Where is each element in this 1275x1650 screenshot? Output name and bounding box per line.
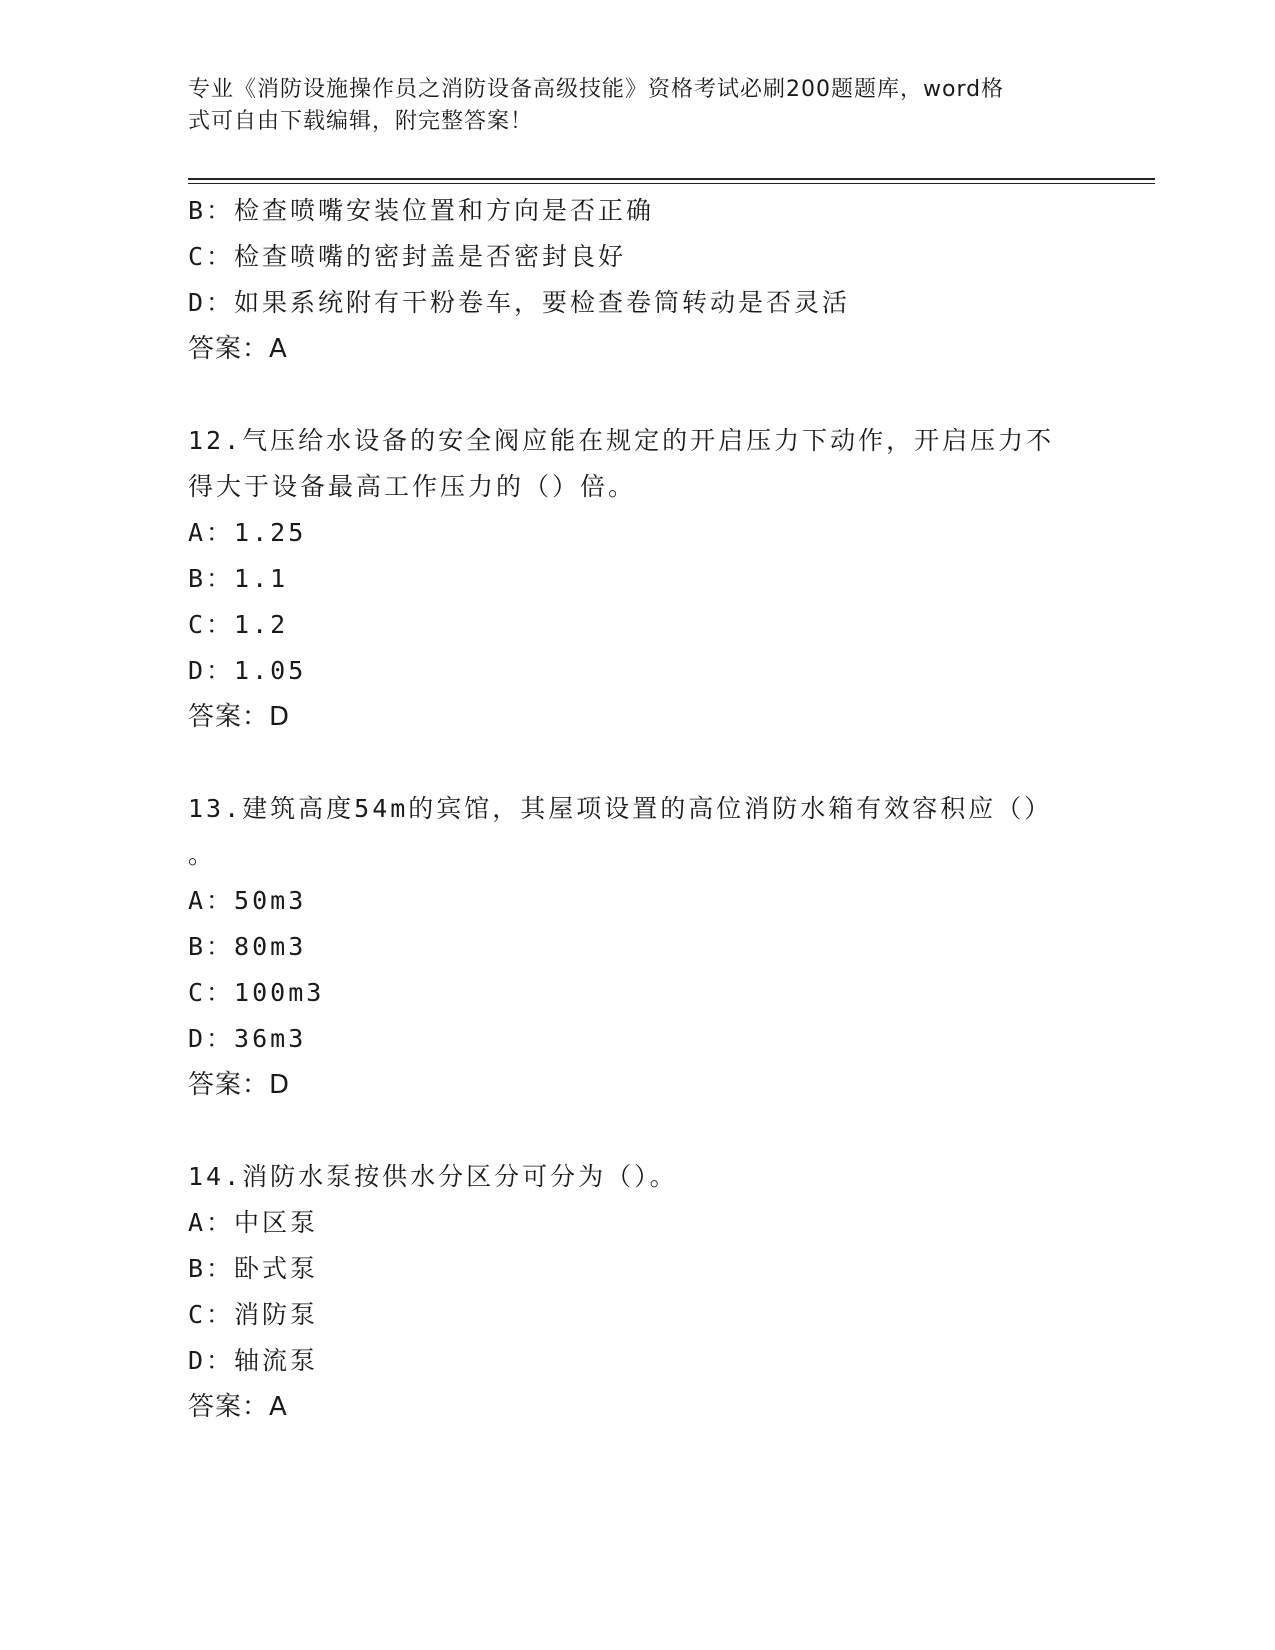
question-content [188, 188, 1088, 1430]
q12-option-a: A：1.25 [188, 518, 307, 547]
question-11 [188, 188, 1088, 372]
spacer [188, 1108, 1088, 1154]
header-rule-thick [188, 178, 1155, 180]
q12-text-line-2: 得大于设备最高工作压力的（）倍。 [188, 472, 637, 501]
q12-answer: 答案：D [188, 702, 291, 732]
q12-option-d: D：1.05 [188, 656, 307, 685]
question-14 [188, 1154, 1088, 1430]
q12-text-line-1: 12.气压给水设备的安全阀应能在规定的开启压力下动作，开启压力不 [188, 426, 1055, 455]
q13-option-c: C：100m3 [188, 978, 325, 1007]
question-12 [188, 418, 1088, 740]
header-line-1: 专业《消防设施操作员之消防设备高级技能》资格考试必刷200题题库，word格 [188, 77, 1005, 102]
header-rule-thin [188, 183, 1155, 184]
q13-answer: 答案：D [188, 1070, 291, 1100]
q13-option-a: A：50m3 [188, 886, 307, 915]
question-13 [188, 786, 1088, 1108]
q14-answer: 答案：A [188, 1392, 288, 1422]
q14-option-c: C：消防泵 [188, 1300, 319, 1329]
q11-option-d: D：如果系统附有干粉卷车，要检查卷筒转动是否灵活 [188, 288, 851, 317]
q11-answer: 答案：A [188, 334, 288, 364]
q12-option-c: C：1.2 [188, 610, 289, 639]
q11-option-c: C：检查喷嘴的密封盖是否密封良好 [188, 242, 627, 271]
q14-option-a: A：中区泵 [188, 1208, 319, 1237]
q13-text-line-2: 。 [188, 840, 217, 869]
q13-option-b: B：80m3 [188, 932, 307, 961]
q14-text-line-1: 14.消防水泵按供水分区分可分为（）。 [188, 1162, 678, 1191]
q11-option-b: B：检查喷嘴安装位置和方向是否正确 [188, 196, 655, 225]
q13-option-d: D：36m3 [188, 1024, 307, 1053]
q14-option-d: D：轴流泵 [188, 1346, 319, 1375]
document-header [188, 74, 1068, 138]
q14-option-b: B：卧式泵 [188, 1254, 319, 1283]
q12-option-b: B：1.1 [188, 564, 289, 593]
q13-text-line-1: 13.建筑高度54m的宾馆，其屋项设置的高位消防水箱有效容积应（） [188, 794, 1053, 823]
spacer [188, 740, 1088, 786]
spacer [188, 372, 1088, 418]
header-line-2: 式可自由下载编辑，附完整答案！ [188, 109, 534, 134]
